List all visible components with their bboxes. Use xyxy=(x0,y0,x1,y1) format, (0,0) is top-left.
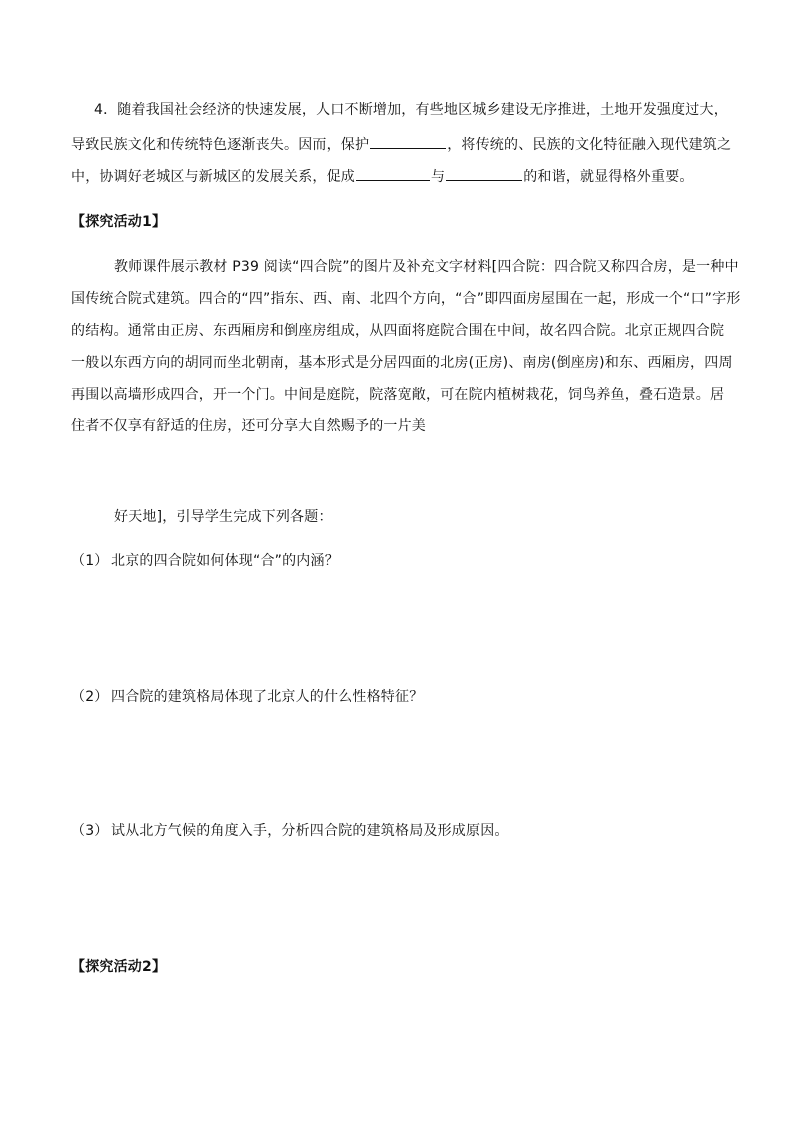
question-number: （1） xyxy=(71,553,109,569)
fill-in-blank[interactable] xyxy=(356,165,430,181)
item4-text: 中，协调好老城区与新城区的发展关系，促成 xyxy=(71,169,355,185)
item4-text: 4．随着我国社会经济的快速发展，人口不断增加，有些地区城乡建设无序推进，土地开发强度过大， xyxy=(94,102,728,118)
activity1-para-line: 教师课件展示教材 P39 阅读“四合院”的图片及补充文字材料[四合院：四合院又称四合房，是一种中 xyxy=(114,259,739,275)
fill-in-blank[interactable] xyxy=(370,133,446,149)
question-number: （2） xyxy=(71,689,109,705)
activity1-continuation: 好天地]，引导学生完成下列各题： xyxy=(114,509,333,525)
item4-text: ，将传统的、民族的文化特征融入现代建筑之 xyxy=(447,137,732,153)
item4-text: 的和谐，就显得格外重要。 xyxy=(523,169,694,185)
question-number: （3） xyxy=(71,823,109,839)
activity1-para-line: 国传统合院式建筑。四合的“四”指东、西、南、北四个方向，“合”即四面房屋围在一起，形成一个“口”字形 xyxy=(71,291,741,307)
item4-line2 xyxy=(71,133,731,154)
activity1-para-line: 再围以高墙形成四合，开一个门。中间是庭院，院落宽敞，可在院内植树栽花，饲鸟养鱼，叠石造景。居 xyxy=(71,387,725,403)
question-1 xyxy=(71,552,339,570)
activity1-para-line: 的结构。通常由正房、东西厢房和倒座房组成，从四面将庭院合围在中间，故名四合院。北京正规四合院 xyxy=(71,323,725,339)
activity1-para-line: 住者不仅享有舒适的住房，还可分享大自然赐予的一片美 xyxy=(71,418,426,434)
item4-text: 与 xyxy=(431,169,446,185)
item4-line3 xyxy=(71,165,694,186)
question-2 xyxy=(71,688,423,706)
activity1-para-line: 一般以东西方向的胡同而坐北朝南，基本形式是分居四面的北房(正房)、南房(倒座房)和东、西厢房，四周 xyxy=(71,355,733,371)
item4-text: 导致民族文化和传统特色逐渐丧失。因而，保护 xyxy=(71,137,370,153)
question-3 xyxy=(71,822,509,840)
question-text: 四合院的建筑格局体现了北京人的什么性格特征？ xyxy=(111,689,424,705)
item4-line1 xyxy=(94,101,728,119)
activity2-heading: 【探究活动2】 xyxy=(71,959,167,975)
question-text: 试从北方气候的角度入手，分析四合院的建筑格局及形成原因。 xyxy=(111,823,509,839)
fill-in-blank[interactable] xyxy=(446,165,522,181)
question-text: 北京的四合院如何体现“合”的内涵？ xyxy=(111,553,339,569)
activity1-heading: 【探究活动1】 xyxy=(71,214,167,230)
